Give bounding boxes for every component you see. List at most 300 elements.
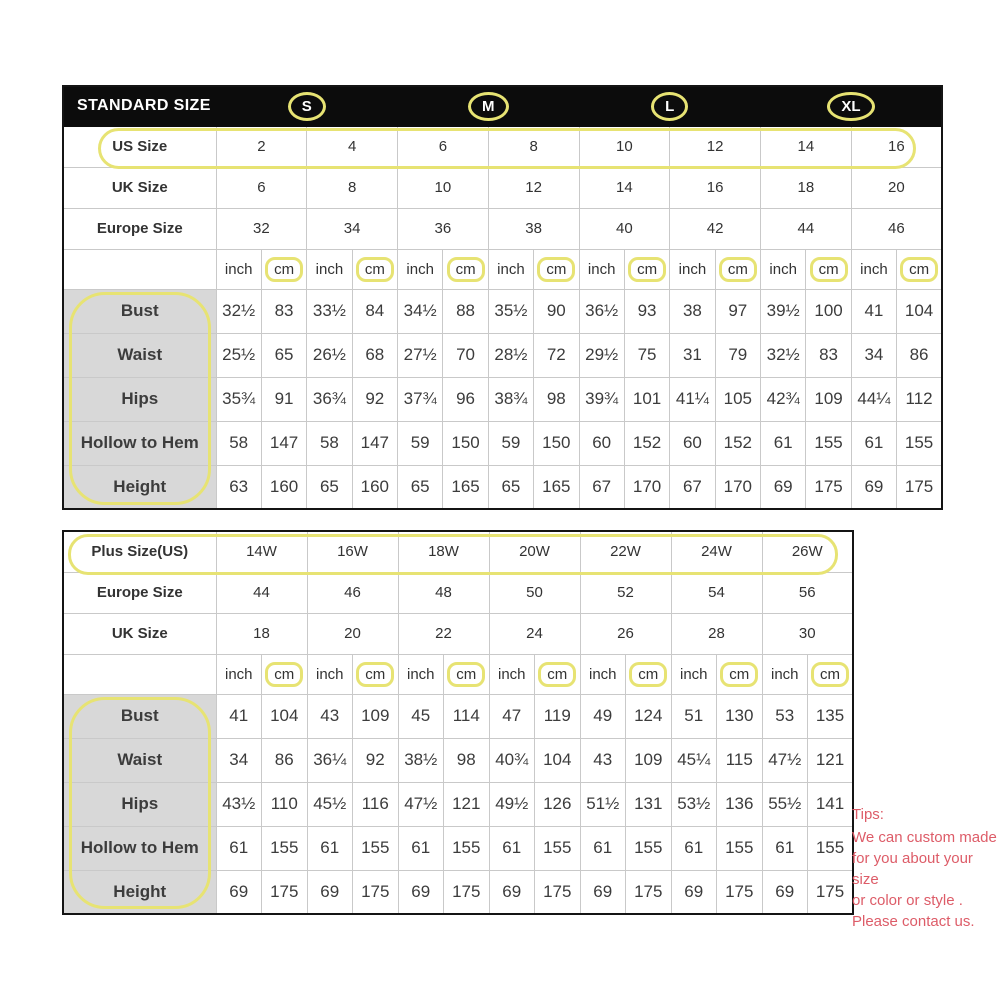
- value-cell: 141: [808, 782, 854, 826]
- value-cell: 155: [444, 826, 490, 870]
- value-cell: 16W: [307, 531, 398, 572]
- value-cell: 155: [717, 826, 763, 870]
- value-cell: 110: [262, 782, 308, 826]
- cm-highlight: cm: [629, 662, 667, 687]
- table-row: [63, 126, 942, 167]
- cm-highlight: cm: [447, 257, 485, 282]
- table-row: [63, 289, 942, 333]
- unit-cm-cell: [624, 249, 669, 289]
- value-cell: 104: [535, 738, 581, 782]
- row-label: Waist: [63, 738, 216, 782]
- value-cell: 47: [489, 694, 535, 738]
- value-cell: 155: [626, 826, 672, 870]
- value-cell: 61: [761, 421, 806, 465]
- unit-inch-cell: inch: [216, 654, 262, 694]
- unit-inch-cell: inch: [762, 654, 808, 694]
- value-cell: 175: [897, 465, 942, 509]
- value-cell: 61: [851, 421, 896, 465]
- table-row: [63, 377, 942, 421]
- value-cell: 165: [443, 465, 488, 509]
- unit-inch-cell: inch: [489, 654, 535, 694]
- cm-highlight: cm: [265, 662, 303, 687]
- value-cell: 48: [398, 572, 489, 613]
- table-row: [63, 333, 942, 377]
- value-cell: 65: [488, 465, 533, 509]
- value-cell: 2: [216, 126, 307, 167]
- size-m-ellipse: M: [468, 92, 509, 121]
- size-group-l: [579, 86, 761, 126]
- value-cell: 92: [353, 738, 399, 782]
- value-cell: 54: [671, 572, 762, 613]
- value-cell: 22W: [580, 531, 671, 572]
- value-cell: 155: [535, 826, 581, 870]
- value-cell: 6: [216, 167, 307, 208]
- value-cell: 25½: [216, 333, 261, 377]
- value-cell: 51: [671, 694, 717, 738]
- unit-cm-cell: [806, 249, 851, 289]
- value-cell: 61: [398, 826, 444, 870]
- table-row: [63, 613, 853, 654]
- value-cell: 92: [352, 377, 397, 421]
- value-cell: 68: [352, 333, 397, 377]
- standard-size-conversion-rows: [63, 126, 942, 249]
- value-cell: 30: [762, 613, 853, 654]
- value-cell: 112: [897, 377, 942, 421]
- unit-inch-cell: inch: [398, 654, 444, 694]
- value-cell: 75: [624, 333, 669, 377]
- value-cell: 58: [216, 421, 261, 465]
- size-xl-ellipse: XL: [827, 92, 874, 121]
- value-cell: 86: [262, 738, 308, 782]
- value-cell: 155: [262, 826, 308, 870]
- cm-highlight: cm: [538, 662, 576, 687]
- value-cell: 119: [535, 694, 581, 738]
- standard-size-title: STANDARD SIZE: [63, 86, 216, 126]
- value-cell: 104: [262, 694, 308, 738]
- value-cell: 65: [307, 465, 352, 509]
- value-cell: 52: [580, 572, 671, 613]
- size-l-ellipse: L: [651, 92, 688, 121]
- value-cell: 69: [216, 870, 262, 914]
- value-cell: 175: [717, 870, 763, 914]
- value-cell: 14: [761, 126, 852, 167]
- plus-unit-row: [63, 654, 853, 694]
- standard-size-header: [63, 86, 942, 126]
- value-cell: 86: [897, 333, 942, 377]
- value-cell: 47½: [762, 738, 808, 782]
- tips-line: We can custom made: [852, 829, 997, 846]
- unit-cm-cell: [352, 249, 397, 289]
- value-cell: 136: [717, 782, 763, 826]
- unit-cm-cell: [808, 654, 854, 694]
- value-cell: 63: [216, 465, 261, 509]
- value-cell: 152: [715, 421, 760, 465]
- row-label: Height: [63, 870, 216, 914]
- unit-inch-cell: inch: [307, 654, 353, 694]
- cm-highlight: cm: [719, 257, 757, 282]
- value-cell: 38: [670, 289, 715, 333]
- cm-highlight: cm: [811, 662, 849, 687]
- value-cell: 72: [534, 333, 579, 377]
- value-cell: 18: [761, 167, 852, 208]
- value-cell: 175: [808, 870, 854, 914]
- value-cell: 175: [353, 870, 399, 914]
- unit-inch-cell: inch: [216, 249, 261, 289]
- value-cell: 46: [307, 572, 398, 613]
- value-cell: 104: [897, 289, 942, 333]
- value-cell: 36¾: [307, 377, 352, 421]
- row-label: UK Size: [63, 613, 216, 654]
- value-cell: 97: [715, 289, 760, 333]
- row-label: Hips: [63, 782, 216, 826]
- cm-highlight: cm: [628, 257, 666, 282]
- value-cell: 22: [398, 613, 489, 654]
- table-row: [63, 465, 942, 509]
- value-cell: 44: [216, 572, 307, 613]
- value-cell: 33½: [307, 289, 352, 333]
- value-cell: 147: [352, 421, 397, 465]
- value-cell: 59: [488, 421, 533, 465]
- standard-size-grid: [62, 85, 943, 510]
- cm-highlight: cm: [720, 662, 758, 687]
- table-row: [63, 572, 853, 613]
- value-cell: 69: [761, 465, 806, 509]
- value-cell: 45: [398, 694, 444, 738]
- value-cell: 98: [534, 377, 579, 421]
- unit-cm-cell: [535, 654, 581, 694]
- value-cell: 34½: [398, 289, 443, 333]
- value-cell: 47½: [398, 782, 444, 826]
- table-row: [63, 167, 942, 208]
- unit-cm-cell: [897, 249, 942, 289]
- value-cell: 165: [534, 465, 579, 509]
- value-cell: 79: [715, 333, 760, 377]
- table-row: [63, 694, 853, 738]
- value-cell: 28½: [488, 333, 533, 377]
- value-cell: 100: [806, 289, 851, 333]
- value-cell: 26W: [762, 531, 853, 572]
- value-cell: 105: [715, 377, 760, 421]
- value-cell: 38¾: [488, 377, 533, 421]
- value-cell: 36: [398, 208, 489, 249]
- size-s-ellipse: S: [288, 92, 326, 121]
- value-cell: 14W: [216, 531, 307, 572]
- tips-line: Please contact us.: [852, 913, 975, 930]
- value-cell: 61: [307, 826, 353, 870]
- value-cell: 170: [715, 465, 760, 509]
- value-cell: 175: [262, 870, 308, 914]
- value-cell: 45¼: [671, 738, 717, 782]
- value-cell: 20W: [489, 531, 580, 572]
- table-row: [63, 421, 942, 465]
- value-cell: 70: [443, 333, 488, 377]
- table-row: [63, 870, 853, 914]
- value-cell: 55½: [762, 782, 808, 826]
- value-cell: 115: [717, 738, 763, 782]
- value-cell: 56: [762, 572, 853, 613]
- value-cell: 60: [670, 421, 715, 465]
- value-cell: 36¼: [307, 738, 353, 782]
- value-cell: 8: [488, 126, 579, 167]
- value-cell: 32: [216, 208, 307, 249]
- standard-size-table: [62, 85, 943, 510]
- row-label: UK Size: [63, 167, 216, 208]
- value-cell: 114: [444, 694, 490, 738]
- unit-inch-cell: inch: [488, 249, 533, 289]
- value-cell: 175: [806, 465, 851, 509]
- value-cell: 39½: [761, 289, 806, 333]
- value-cell: 12: [670, 126, 761, 167]
- value-cell: 69: [851, 465, 896, 509]
- value-cell: 131: [626, 782, 672, 826]
- value-cell: 42: [670, 208, 761, 249]
- value-cell: 67: [670, 465, 715, 509]
- value-cell: 69: [307, 870, 353, 914]
- value-cell: 32½: [761, 333, 806, 377]
- row-label: Bust: [63, 289, 216, 333]
- value-cell: 14: [579, 167, 670, 208]
- value-cell: 8: [307, 167, 398, 208]
- value-cell: 26½: [307, 333, 352, 377]
- value-cell: 61: [216, 826, 262, 870]
- value-cell: 126: [535, 782, 581, 826]
- value-cell: 41¼: [670, 377, 715, 421]
- value-cell: 160: [261, 465, 306, 509]
- value-cell: 69: [762, 870, 808, 914]
- value-cell: 175: [444, 870, 490, 914]
- tips-line: for you about your size: [852, 850, 973, 888]
- value-cell: 35¾: [216, 377, 261, 421]
- value-cell: 69: [671, 870, 717, 914]
- value-cell: 39¾: [579, 377, 624, 421]
- unit-cm-cell: [262, 654, 308, 694]
- value-cell: 40¾: [489, 738, 535, 782]
- value-cell: 61: [762, 826, 808, 870]
- value-cell: 42¾: [761, 377, 806, 421]
- row-label: Plus Size(US): [63, 531, 216, 572]
- unit-cm-cell: [717, 654, 763, 694]
- cm-highlight: cm: [356, 662, 394, 687]
- value-cell: 43: [307, 694, 353, 738]
- value-cell: 150: [534, 421, 579, 465]
- value-cell: 34: [851, 333, 896, 377]
- table-row: [63, 249, 942, 289]
- cm-highlight: cm: [900, 257, 938, 282]
- value-cell: 34: [216, 738, 262, 782]
- value-cell: 6: [398, 126, 489, 167]
- row-label: Europe Size: [63, 208, 216, 249]
- table-row: [63, 654, 853, 694]
- table-row: [63, 782, 853, 826]
- value-cell: 49½: [489, 782, 535, 826]
- value-cell: 101: [624, 377, 669, 421]
- tips-note: [852, 804, 1000, 932]
- value-cell: 109: [353, 694, 399, 738]
- row-label: Hollow to Hem: [63, 826, 216, 870]
- value-cell: 59: [398, 421, 443, 465]
- value-cell: 4: [307, 126, 398, 167]
- row-label: [63, 249, 216, 289]
- unit-inch-cell: inch: [398, 249, 443, 289]
- value-cell: 49: [580, 694, 626, 738]
- value-cell: 12: [488, 167, 579, 208]
- table-row: [63, 738, 853, 782]
- value-cell: 116: [353, 782, 399, 826]
- value-cell: 121: [808, 738, 854, 782]
- row-label: Bust: [63, 694, 216, 738]
- unit-inch-cell: inch: [761, 249, 806, 289]
- value-cell: 43: [580, 738, 626, 782]
- unit-inch-cell: inch: [307, 249, 352, 289]
- value-cell: 45½: [307, 782, 353, 826]
- value-cell: 61: [489, 826, 535, 870]
- value-cell: 28: [671, 613, 762, 654]
- value-cell: 26: [580, 613, 671, 654]
- unit-cm-cell: [626, 654, 672, 694]
- value-cell: 147: [261, 421, 306, 465]
- value-cell: 61: [580, 826, 626, 870]
- value-cell: 50: [489, 572, 580, 613]
- value-cell: 96: [443, 377, 488, 421]
- unit-inch-cell: inch: [851, 249, 896, 289]
- tips-line: or color or style .: [852, 892, 963, 909]
- value-cell: 91: [261, 377, 306, 421]
- cm-highlight: cm: [265, 257, 303, 282]
- value-cell: 155: [808, 826, 854, 870]
- value-cell: 170: [624, 465, 669, 509]
- unit-cm-cell: [261, 249, 306, 289]
- cm-highlight: cm: [537, 257, 575, 282]
- row-label: Waist: [63, 333, 216, 377]
- value-cell: 37¾: [398, 377, 443, 421]
- tips-title: Tips:: [852, 806, 884, 823]
- value-cell: 90: [534, 289, 579, 333]
- value-cell: 41: [851, 289, 896, 333]
- unit-cm-cell: [534, 249, 579, 289]
- value-cell: 88: [443, 289, 488, 333]
- value-cell: 10: [398, 167, 489, 208]
- value-cell: 44¼: [851, 377, 896, 421]
- value-cell: 61: [671, 826, 717, 870]
- value-cell: 40: [579, 208, 670, 249]
- value-cell: 67: [579, 465, 624, 509]
- value-cell: 84: [352, 289, 397, 333]
- value-cell: 34: [307, 208, 398, 249]
- plus-size-conversion-rows: [63, 531, 853, 654]
- value-cell: 98: [444, 738, 490, 782]
- table-row: [63, 208, 942, 249]
- value-cell: 130: [717, 694, 763, 738]
- plus-size-grid: [62, 530, 854, 915]
- standard-measurement-rows: [63, 289, 942, 509]
- value-cell: 65: [261, 333, 306, 377]
- value-cell: 53: [762, 694, 808, 738]
- unit-inch-cell: inch: [671, 654, 717, 694]
- value-cell: 32½: [216, 289, 261, 333]
- value-cell: 160: [352, 465, 397, 509]
- row-label: [63, 654, 216, 694]
- unit-inch-cell: inch: [579, 249, 624, 289]
- value-cell: 18W: [398, 531, 489, 572]
- value-cell: 152: [624, 421, 669, 465]
- value-cell: 83: [806, 333, 851, 377]
- value-cell: 24: [489, 613, 580, 654]
- plus-size-table: [62, 530, 854, 915]
- value-cell: 60: [579, 421, 624, 465]
- value-cell: 29½: [579, 333, 624, 377]
- unit-cm-cell: [353, 654, 399, 694]
- value-cell: 69: [580, 870, 626, 914]
- value-cell: 93: [624, 289, 669, 333]
- value-cell: 10: [579, 126, 670, 167]
- value-cell: 155: [806, 421, 851, 465]
- table-header-row: [63, 86, 942, 126]
- cm-highlight: cm: [810, 257, 848, 282]
- value-cell: 124: [626, 694, 672, 738]
- row-label: US Size: [63, 126, 216, 167]
- size-group-s: [216, 86, 398, 126]
- value-cell: 69: [398, 870, 444, 914]
- plus-measurement-rows: [63, 694, 853, 914]
- value-cell: 155: [897, 421, 942, 465]
- value-cell: 175: [626, 870, 672, 914]
- value-cell: 175: [535, 870, 581, 914]
- value-cell: 31: [670, 333, 715, 377]
- table-row: [63, 826, 853, 870]
- cm-highlight: cm: [447, 662, 485, 687]
- value-cell: 38: [488, 208, 579, 249]
- unit-inch-cell: inch: [670, 249, 715, 289]
- value-cell: 38½: [398, 738, 444, 782]
- value-cell: 16: [851, 126, 942, 167]
- value-cell: 51½: [580, 782, 626, 826]
- value-cell: 27½: [398, 333, 443, 377]
- unit-cm-cell: [443, 249, 488, 289]
- row-label: Height: [63, 465, 216, 509]
- unit-cm-cell: [715, 249, 760, 289]
- row-label: Hips: [63, 377, 216, 421]
- value-cell: 83: [261, 289, 306, 333]
- value-cell: 109: [626, 738, 672, 782]
- value-cell: 20: [851, 167, 942, 208]
- unit-cm-cell: [444, 654, 490, 694]
- value-cell: 24W: [671, 531, 762, 572]
- unit-inch-cell: inch: [580, 654, 626, 694]
- row-label: Europe Size: [63, 572, 216, 613]
- value-cell: 155: [353, 826, 399, 870]
- value-cell: 53½: [671, 782, 717, 826]
- value-cell: 41: [216, 694, 262, 738]
- value-cell: 65: [398, 465, 443, 509]
- size-group-m: [398, 86, 580, 126]
- value-cell: 135: [808, 694, 854, 738]
- value-cell: 109: [806, 377, 851, 421]
- value-cell: 20: [307, 613, 398, 654]
- value-cell: 58: [307, 421, 352, 465]
- value-cell: 36½: [579, 289, 624, 333]
- cm-highlight: cm: [356, 257, 394, 282]
- value-cell: 35½: [488, 289, 533, 333]
- table-row: [63, 531, 853, 572]
- value-cell: 43½: [216, 782, 262, 826]
- value-cell: 44: [761, 208, 852, 249]
- value-cell: 150: [443, 421, 488, 465]
- value-cell: 46: [851, 208, 942, 249]
- row-label: Hollow to Hem: [63, 421, 216, 465]
- value-cell: 121: [444, 782, 490, 826]
- value-cell: 18: [216, 613, 307, 654]
- value-cell: 69: [489, 870, 535, 914]
